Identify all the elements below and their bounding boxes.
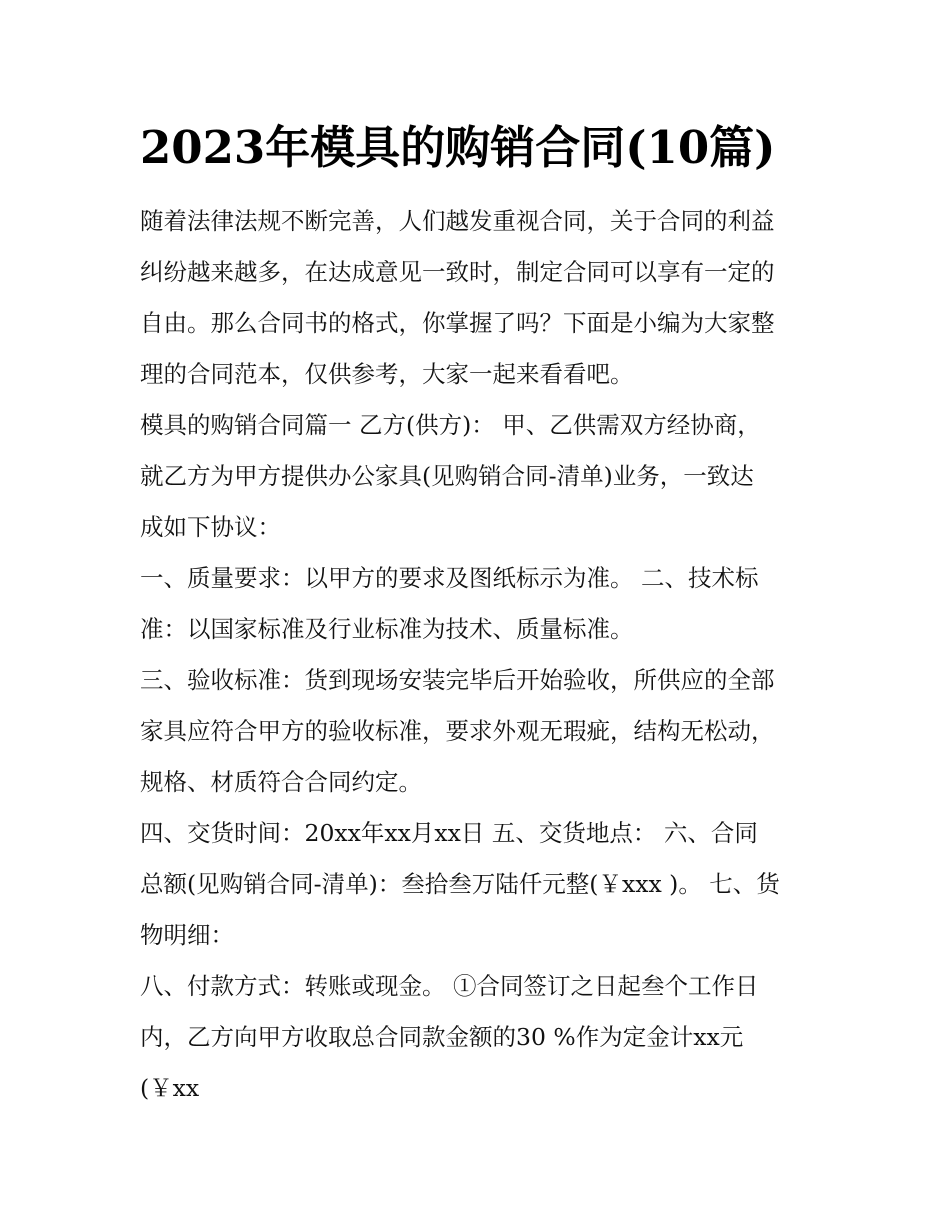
text-line: 规格、材质符合合同约定。: [140, 768, 422, 796]
text-line: 理的合同范本，仅供参考，大家一起来看看吧。: [140, 360, 634, 388]
text-line: 就乙方为甲方提供办公家具(见购销合同-清单)业务，一致达: [140, 462, 754, 490]
text-line: 物明细：: [140, 921, 234, 949]
text-line: (￥xx: [140, 1074, 200, 1102]
text-line: 四、交货时间：20xx年xx月xx日 五、交货地点： 六、合同: [140, 819, 758, 847]
document-title: 2023年模具的购销合同(10篇): [140, 121, 776, 174]
paragraph-acceptance: [140, 655, 820, 808]
text-line: 准：以国家标准及行业标准为技术、质量标准。: [140, 615, 634, 643]
text-line: 随着法律法规不断完善，人们越发重视合同，关于合同的利益: [140, 207, 775, 235]
paragraph-quality-technical: [140, 553, 820, 655]
text-line: 家具应符合甲方的验收标准，要求外观无瑕疵，结构无松动，: [140, 717, 775, 745]
text-line: 成如下协议：: [140, 513, 281, 541]
text-line: 一、质量要求：以甲方的要求及图纸标示为准。 二、技术标: [140, 564, 759, 592]
text-line: 自由。那么合同书的格式，你掌握了吗？下面是小编为大家整: [140, 309, 775, 337]
text-line: 模具的购销合同篇一 乙方(供方)： 甲、乙供需双方经协商，: [140, 411, 761, 439]
text-line: 八、付款方式：转账或现金。 ①合同签订之日起叁个工作日: [140, 972, 759, 1000]
document-body: [140, 196, 820, 1114]
paragraph-intro: [140, 196, 820, 400]
paragraph-payment: [140, 961, 820, 1114]
text-line: 三、验收标准：货到现场安装完毕后开始验收，所供应的全部: [140, 666, 775, 694]
text-line: 纠纷越来越多，在达成意见一致时，制定合同可以享有一定的: [140, 258, 775, 286]
text-line: 内，乙方向甲方收取总合同款金额的30 %作为定金计xx元: [140, 1023, 744, 1051]
text-line: 总额(见购销合同-清单)：叁拾叁万陆仟元整(￥xxx )。 七、货: [140, 870, 780, 898]
paragraph-contract-intro: [140, 400, 820, 553]
paragraph-delivery-amount: [140, 808, 820, 961]
